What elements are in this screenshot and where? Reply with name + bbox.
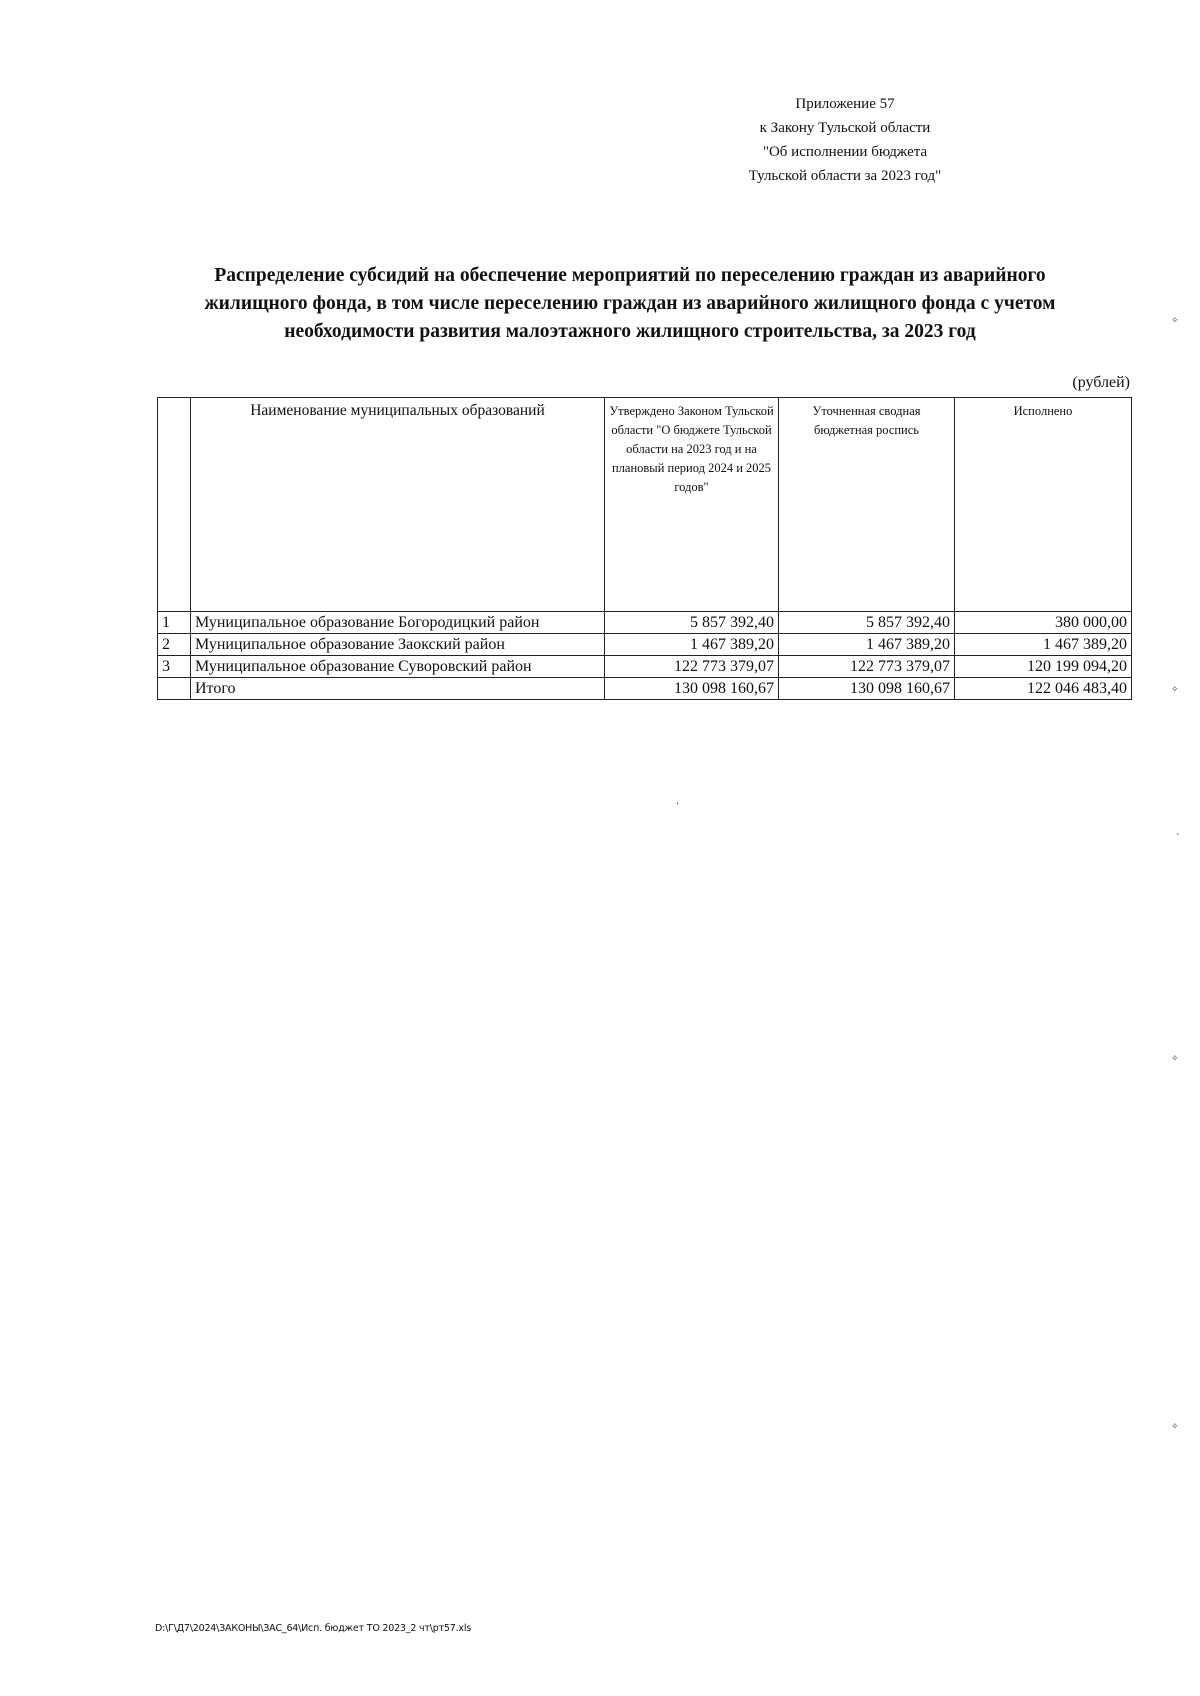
row-number: 2 bbox=[158, 634, 191, 656]
units-label: (рублей) bbox=[1072, 374, 1130, 391]
title-line-3: необходимости развития малоэтажного жилищного строительства, за 2023 год bbox=[284, 321, 976, 342]
column-header-approved: Утверждено Законом Тульской области "О бюджете Тульской области на 2023 год и на плановый период 2024 и 2025 годов" bbox=[605, 398, 779, 612]
column-header-name-label: Наименование муниципальных образований bbox=[250, 402, 545, 419]
row-executed: 1 467 389,20 bbox=[955, 634, 1132, 656]
scan-artifact-mark: ✧ bbox=[1171, 685, 1179, 695]
appendix-line-3: "Об исполнении бюджета bbox=[762, 144, 928, 160]
table-row bbox=[158, 634, 1132, 656]
appendix-header bbox=[700, 92, 990, 188]
total-executed: 122 046 483,40 bbox=[955, 678, 1132, 700]
total-approved: 130 098 160,67 bbox=[605, 678, 779, 700]
total-number bbox=[158, 678, 191, 700]
column-header-executed: Исполнено bbox=[955, 398, 1132, 612]
table-row bbox=[158, 656, 1132, 678]
appendix-line-2: к Закону Тульской области bbox=[759, 120, 931, 136]
title-line-1: Распределение субсидий на обеспечение мероприятий по переселению граждан из аварийного bbox=[214, 265, 1046, 286]
row-refined: 1 467 389,20 bbox=[779, 634, 955, 656]
row-refined: 5 857 392,40 bbox=[779, 612, 955, 634]
file-path-footer: D:\Г\Д7\2024\ЗАКОНЫ\ЗАС_64\Исп. бюджет ТО 2023_2 чт\рт57.xls bbox=[155, 1623, 472, 1634]
column-header-number bbox=[158, 398, 191, 612]
scan-artifact-mark: ˎ bbox=[1176, 826, 1181, 836]
row-executed: 380 000,00 bbox=[955, 612, 1132, 634]
total-refined: 130 098 160,67 bbox=[779, 678, 955, 700]
row-approved: 122 773 379,07 bbox=[605, 656, 779, 678]
subsidy-table bbox=[157, 397, 1132, 700]
table-header-row bbox=[158, 398, 1132, 612]
scan-artifact-mark: ✧ bbox=[1171, 316, 1179, 326]
row-municipality: Муниципальное образование Богородицкий район bbox=[191, 612, 605, 634]
appendix-line-4: Тульской области за 2023 год" bbox=[748, 168, 942, 184]
total-row bbox=[158, 678, 1132, 700]
table-row bbox=[158, 612, 1132, 634]
scan-artifact-mark: ✧ bbox=[1171, 1054, 1179, 1064]
total-label: Итого bbox=[191, 678, 605, 700]
row-approved: 5 857 392,40 bbox=[605, 612, 779, 634]
appendix-line-1: Приложение 57 bbox=[795, 96, 895, 112]
row-executed: 120 199 094,20 bbox=[955, 656, 1132, 678]
row-approved: 1 467 389,20 bbox=[605, 634, 779, 656]
scan-artifact-mark: ✧ bbox=[1171, 1422, 1179, 1432]
row-municipality: Муниципальное образование Заокский район bbox=[191, 634, 605, 656]
column-header-refined: Уточненная сводная бюджетная роспись bbox=[779, 398, 955, 612]
scan-artifact-mark: ’ bbox=[676, 802, 679, 812]
column-header-name bbox=[191, 398, 605, 612]
row-number: 1 bbox=[158, 612, 191, 634]
document-title bbox=[150, 262, 1110, 346]
row-number: 3 bbox=[158, 656, 191, 678]
row-municipality: Муниципальное образование Суворовский район bbox=[191, 656, 605, 678]
title-line-2: жилищного фонда, в том числе переселению граждан из аварийного жилищного фонда с учетом bbox=[204, 293, 1056, 314]
row-refined: 122 773 379,07 bbox=[779, 656, 955, 678]
